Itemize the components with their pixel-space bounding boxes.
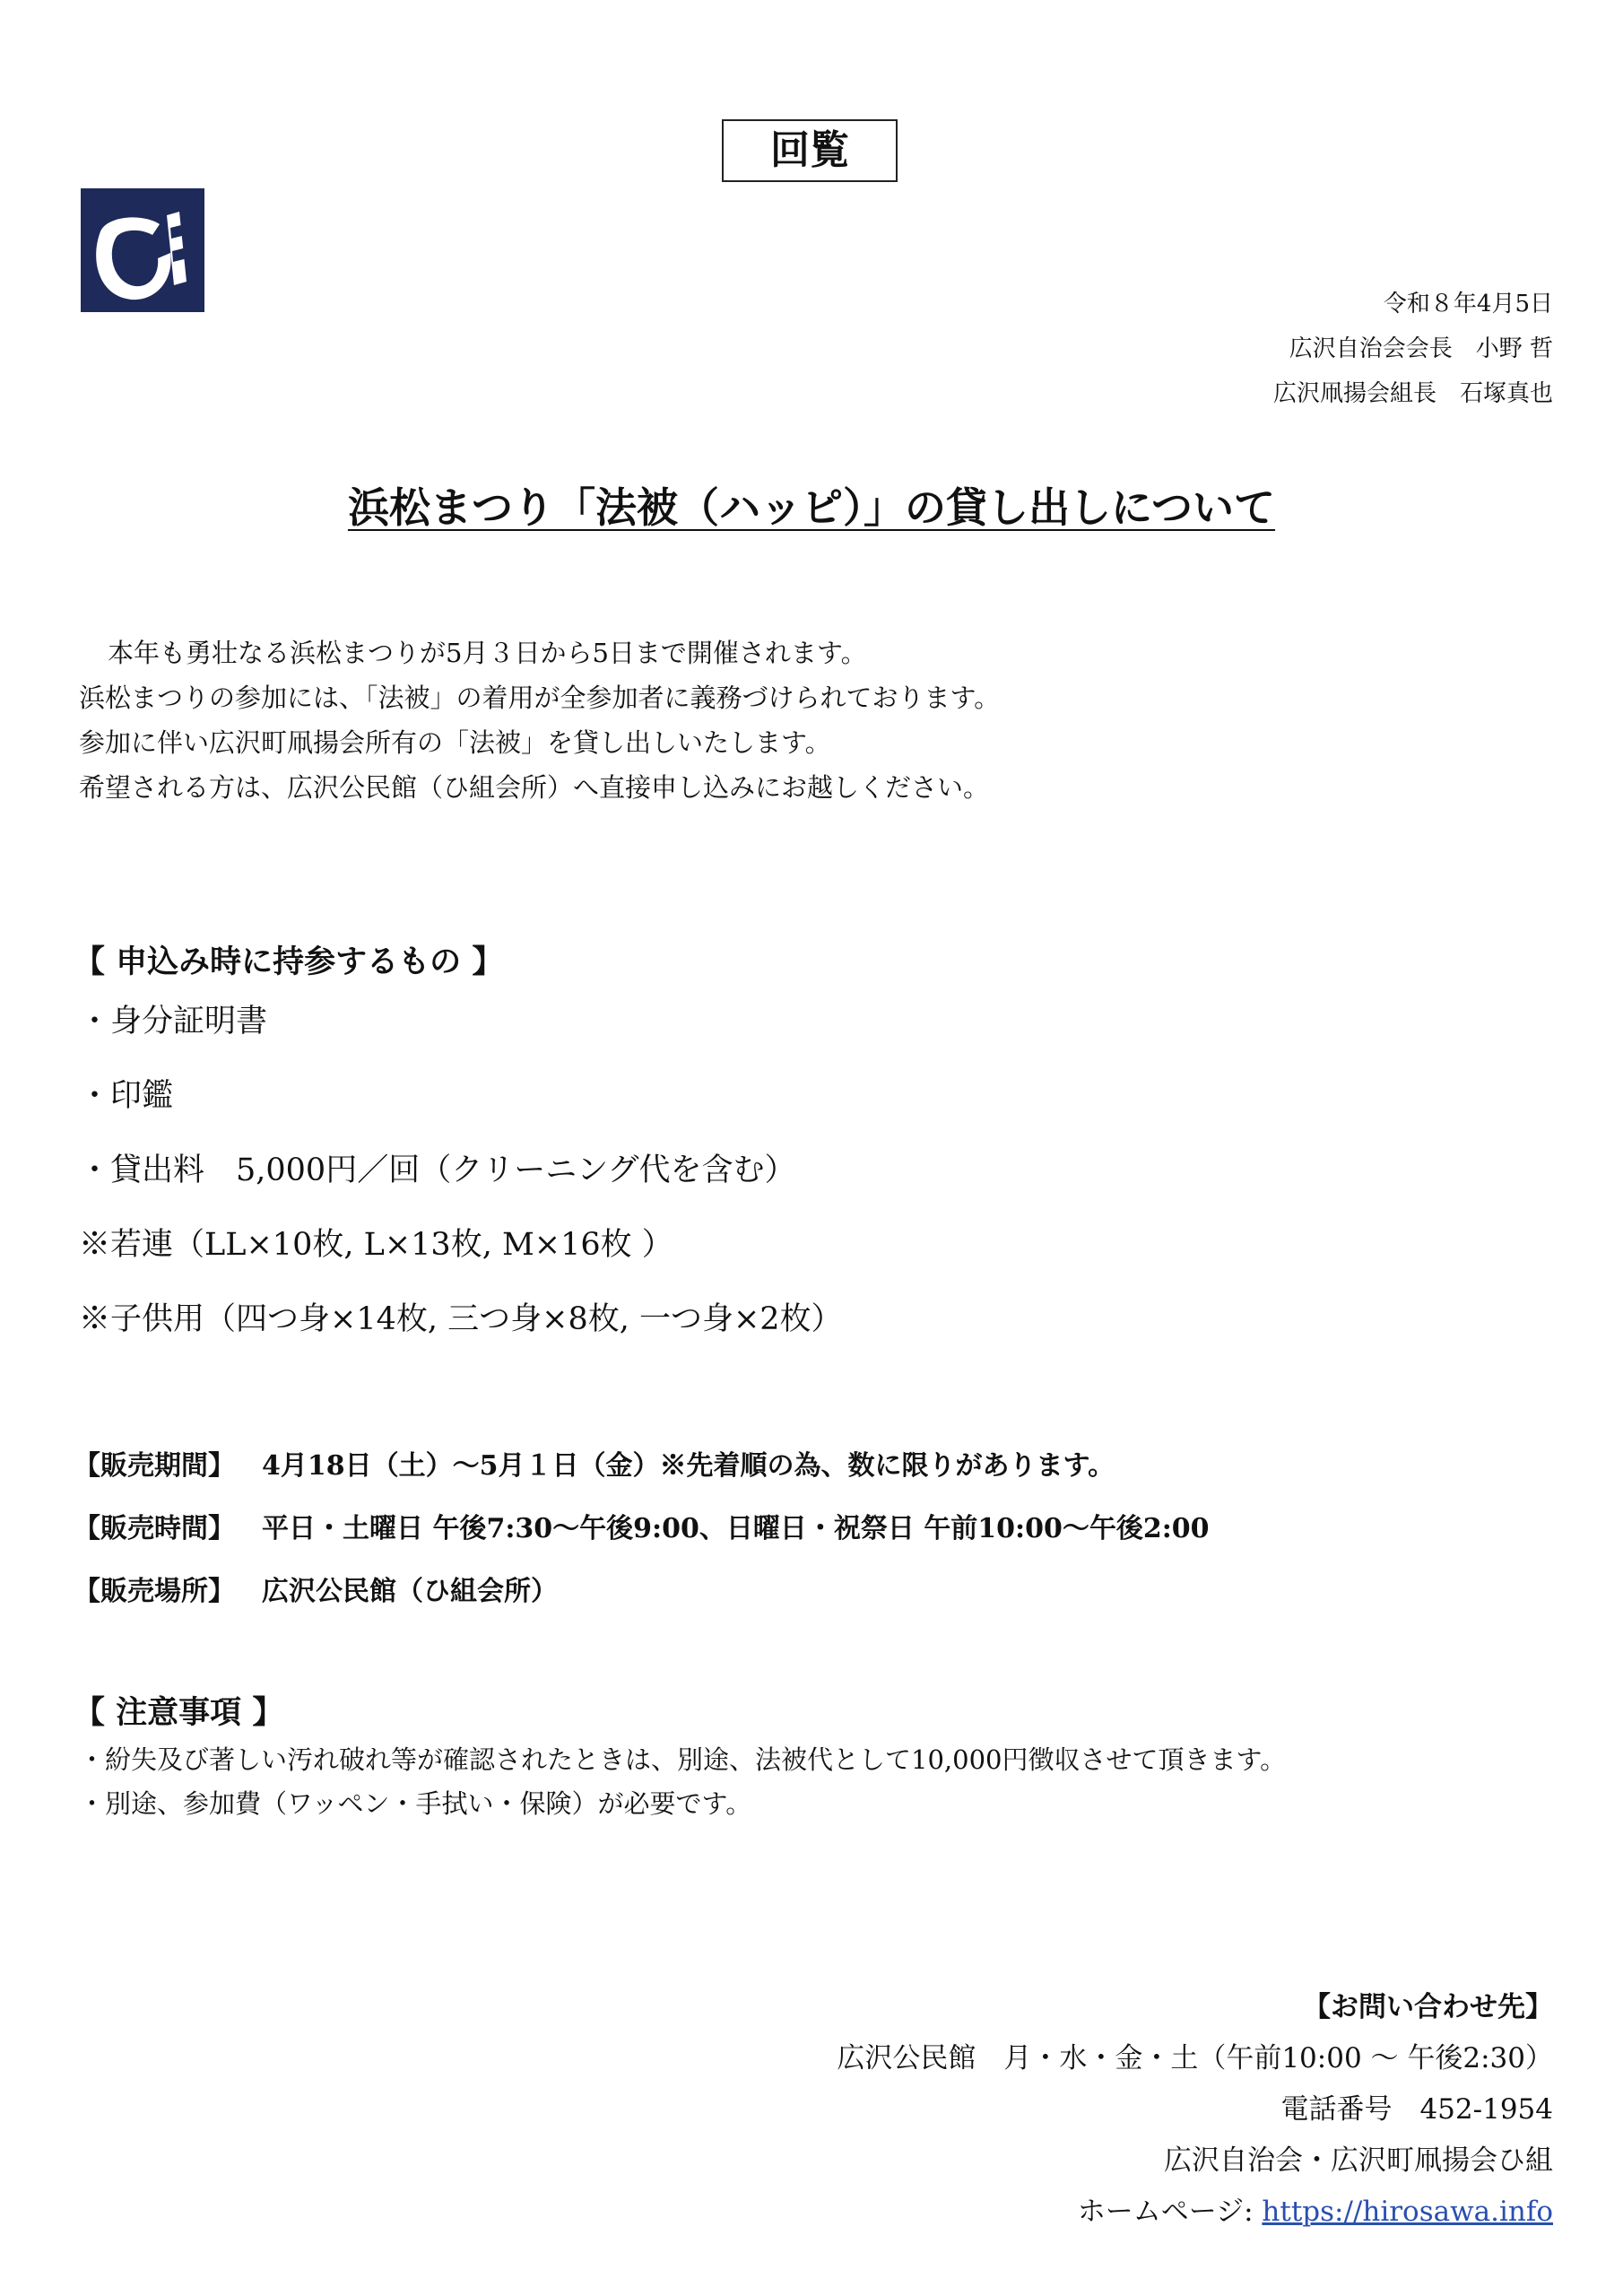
document-title-wrap <box>0 475 1623 535</box>
hi-gumi-crest-icon <box>81 188 204 312</box>
list-item: ・貸出料 5,000円／回（クリーニング代を含む） <box>79 1152 796 1188</box>
sender-group-leader: 広沢凧揚会組長 石塚真也 <box>1272 380 1553 407</box>
list-item: ・印鑑 <box>79 1078 174 1114</box>
sender-block <box>1273 282 1553 416</box>
intro-paragraph <box>79 631 1549 810</box>
sales-time-label: 【販売時間】 <box>74 1513 235 1544</box>
bring-items-heading: 【 申込み時に持参するもの 】 <box>74 944 504 980</box>
sales-place-value: 広沢公民館（ひ組会所） <box>262 1576 558 1607</box>
circulation-label: 回覧 <box>722 119 898 182</box>
contact-hours: 広沢公民館 月・水・金・土（午前10:00 ～ 午後2:30） <box>837 2042 1553 2074</box>
intro-line: 浜松まつりの参加には、「法被」の着用が全参加者に義務づけられております。 <box>79 683 1001 713</box>
list-item: ・身分証明書 <box>79 1004 268 1039</box>
contact-organization: 広沢自治会・広沢町凧揚会ひ組 <box>1164 2144 1553 2177</box>
sales-place-label: 【販売場所】 <box>74 1576 235 1607</box>
notes-heading: 【 注意事項 】 <box>74 1694 284 1731</box>
intro-line: 本年も勇壮なる浜松まつりが5月３日から5日まで開催されます。 <box>108 638 867 668</box>
sales-place-row <box>74 1561 1544 1623</box>
note-item: ・紛失及び著しい汚れ破れ等が確認されたときは、別途、法被代として10,000円徴収させて頂きます。 <box>79 1744 1287 1775</box>
sales-period-row <box>74 1435 1544 1498</box>
contact-phone: 電話番号 452-1954 <box>1280 2093 1553 2126</box>
sender-chairman: 広沢自治会会長 小野 哲 <box>1289 335 1553 362</box>
list-item: ※若連（LL×10枚, L×13枚, M×16枚 ） <box>79 1227 673 1263</box>
sales-time-row <box>74 1498 1544 1561</box>
homepage-link[interactable]: https://hirosawa.info <box>1262 2196 1553 2228</box>
intro-line: 参加に伴い広沢町凧揚会所有の「法被」を貸し出しいたします。 <box>79 727 831 758</box>
contact-block <box>837 1982 1553 2238</box>
sales-period-value: 4月18日（土）～5月１日（金）※先着順の為、数に限りがあります。 <box>262 1450 1115 1482</box>
issue-date: 令和８年4月5日 <box>1383 291 1553 317</box>
bring-items-list <box>79 985 1514 1357</box>
notes-list <box>79 1738 1567 1826</box>
contact-heading: 【お問い合わせ先】 <box>1303 1991 1553 2023</box>
homepage-label: ホームページ: <box>1077 2196 1263 2228</box>
document-title: 浜松まつり「法被（ハッピ）」の貸し出しについて <box>347 483 1276 532</box>
sales-info <box>74 1435 1544 1623</box>
sales-period-label: 【販売期間】 <box>74 1450 235 1482</box>
contact-homepage <box>837 2187 1553 2238</box>
intro-line: 希望される方は、広沢公民館（ひ組会所）へ直接申し込みにお越しください。 <box>79 772 990 803</box>
list-item: ※子供用（四つ身×14枚, 三つ身×8枚, 一つ身×2枚） <box>79 1301 843 1337</box>
sales-time-value: 平日・土曜日 午後7:30～午後9:00、日曜日・祝祭日 午前10:00～午後2:00 <box>262 1513 1210 1544</box>
note-item: ・別途、参加費（ワッペン・手拭い・保険）が必要です。 <box>79 1788 752 1819</box>
